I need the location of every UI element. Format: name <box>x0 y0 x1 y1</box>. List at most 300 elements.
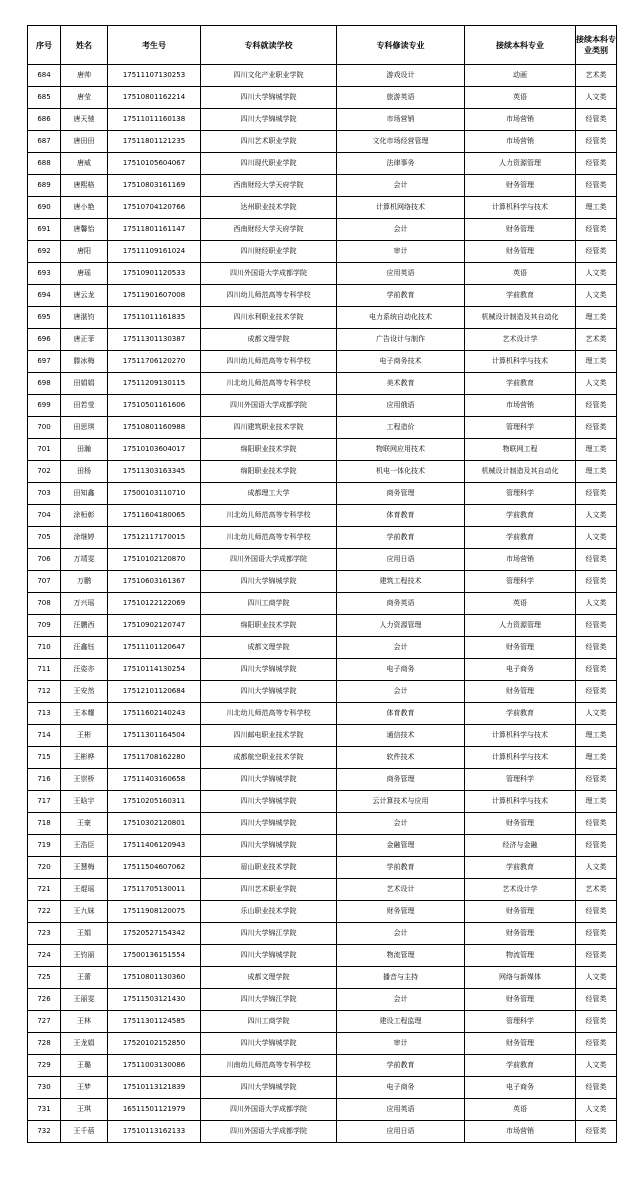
cell-undergrad-major: 人力资源管理 <box>465 153 576 175</box>
table-row <box>28 351 617 373</box>
cell-name: 滕冰梅 <box>61 351 108 373</box>
cell-college: 四川大学锦城学院 <box>201 791 337 813</box>
cell-college-major: 电力系统自动化技术 <box>337 307 465 329</box>
cell-major-category: 经管类 <box>576 615 617 637</box>
cell-college-major: 物流管理 <box>337 945 465 967</box>
cell-index: 700 <box>28 417 61 439</box>
cell-college: 眉山职业技术学院 <box>201 857 337 879</box>
cell-name: 王本耀 <box>61 703 108 725</box>
cell-college: 四川大学锦城学院 <box>201 813 337 835</box>
table-row <box>28 1011 617 1033</box>
table-row <box>28 549 617 571</box>
cell-name: 王林 <box>61 1011 108 1033</box>
cell-name: 王崇桥 <box>61 769 108 791</box>
cell-name: 万靖雯 <box>61 549 108 571</box>
table-row <box>28 571 617 593</box>
cell-major-category: 艺术类 <box>576 879 617 901</box>
cell-exam-number: 17510113121839 <box>108 1077 201 1099</box>
table-row <box>28 593 617 615</box>
cell-undergrad-major: 物流管理 <box>465 945 576 967</box>
cell-exam-number: 17512117170015 <box>108 527 201 549</box>
cell-name: 唐莹 <box>61 87 108 109</box>
cell-index: 709 <box>28 615 61 637</box>
cell-name: 王晗宇 <box>61 791 108 813</box>
cell-name: 唐云龙 <box>61 285 108 307</box>
cell-name: 王娟 <box>61 923 108 945</box>
cell-index: 696 <box>28 329 61 351</box>
cell-college: 四川大学锦城学院 <box>201 571 337 593</box>
cell-major-category: 经管类 <box>576 571 617 593</box>
cell-major-category: 经管类 <box>576 989 617 1011</box>
cell-major-category: 经管类 <box>576 835 617 857</box>
cell-college: 四川外国语大学成都学院 <box>201 263 337 285</box>
table-row <box>28 1077 617 1099</box>
cell-exam-number: 17520527154342 <box>108 923 201 945</box>
cell-college-major: 会计 <box>337 989 465 1011</box>
cell-name: 田若莹 <box>61 395 108 417</box>
cell-major-category: 经管类 <box>576 1011 617 1033</box>
cell-college-major: 会计 <box>337 637 465 659</box>
cell-college-major: 市场营销 <box>337 109 465 131</box>
cell-name: 汪鹏西 <box>61 615 108 637</box>
cell-college-major: 文化市场经营管理 <box>337 131 465 153</box>
cell-major-category: 理工类 <box>576 747 617 769</box>
cell-college-major: 计算机网络技术 <box>337 197 465 219</box>
cell-exam-number: 17512101120684 <box>108 681 201 703</box>
cell-undergrad-major: 管理科学 <box>465 769 576 791</box>
cell-college: 四川大学锦城学院 <box>201 769 337 791</box>
cell-undergrad-major: 管理科学 <box>465 1011 576 1033</box>
cell-index: 702 <box>28 461 61 483</box>
cell-undergrad-major: 学前教育 <box>465 373 576 395</box>
table-row <box>28 769 617 791</box>
cell-exam-number: 17511908120075 <box>108 901 201 923</box>
cell-exam-number: 17510114130254 <box>108 659 201 681</box>
cell-undergrad-major: 计算机科学与技术 <box>465 197 576 219</box>
cell-undergrad-major: 财务管理 <box>465 901 576 923</box>
cell-name: 王璐 <box>61 1055 108 1077</box>
cell-college-major: 学前教育 <box>337 857 465 879</box>
cell-college-major: 会计 <box>337 219 465 241</box>
cell-index: 715 <box>28 747 61 769</box>
table-row <box>28 1099 617 1121</box>
cell-name: 唐湛钧 <box>61 307 108 329</box>
cell-college-major: 艺术设计 <box>337 879 465 901</box>
cell-college-major: 商务管理 <box>337 769 465 791</box>
cell-college: 成都文理学院 <box>201 967 337 989</box>
cell-college: 四川外国语大学成都学院 <box>201 1121 337 1143</box>
cell-undergrad-major: 电子商务 <box>465 1077 576 1099</box>
table-row <box>28 131 617 153</box>
cell-college-major: 学前教育 <box>337 527 465 549</box>
cell-major-category: 人文类 <box>576 285 617 307</box>
cell-major-category: 理工类 <box>576 725 617 747</box>
table-row <box>28 945 617 967</box>
cell-index: 714 <box>28 725 61 747</box>
cell-index: 710 <box>28 637 61 659</box>
table-row <box>28 1033 617 1055</box>
cell-college-major: 机电一体化技术 <box>337 461 465 483</box>
cell-exam-number: 17511303163345 <box>108 461 201 483</box>
cell-college-major: 会计 <box>337 923 465 945</box>
cell-exam-number: 17511301130387 <box>108 329 201 351</box>
cell-college-major: 会计 <box>337 175 465 197</box>
cell-undergrad-major: 经济与金融 <box>465 835 576 857</box>
cell-exam-number: 17511011160138 <box>108 109 201 131</box>
cell-name: 王安然 <box>61 681 108 703</box>
cell-college-major: 播音与主持 <box>337 967 465 989</box>
cell-major-category: 艺术类 <box>576 329 617 351</box>
cell-college-major: 学前教育 <box>337 285 465 307</box>
cell-exam-number: 17511708162280 <box>108 747 201 769</box>
cell-index: 687 <box>28 131 61 153</box>
cell-index: 727 <box>28 1011 61 1033</box>
cell-exam-number: 17511602140243 <box>108 703 201 725</box>
cell-index: 689 <box>28 175 61 197</box>
cell-index: 705 <box>28 527 61 549</box>
cell-undergrad-major: 艺术设计学 <box>465 329 576 351</box>
cell-index: 711 <box>28 659 61 681</box>
cell-index: 724 <box>28 945 61 967</box>
table-row <box>28 395 617 417</box>
cell-college-major: 云计算技术与应用 <box>337 791 465 813</box>
cell-name: 王梦 <box>61 1077 108 1099</box>
table-row <box>28 813 617 835</box>
cell-major-category: 人文类 <box>576 593 617 615</box>
cell-college-major: 软件技术 <box>337 747 465 769</box>
cell-college: 四川艺术职业学院 <box>201 131 337 153</box>
cell-major-category: 经管类 <box>576 549 617 571</box>
table-row <box>28 857 617 879</box>
cell-index: 695 <box>28 307 61 329</box>
table-row <box>28 197 617 219</box>
cell-index: 692 <box>28 241 61 263</box>
table-row <box>28 637 617 659</box>
cell-major-category: 经管类 <box>576 681 617 703</box>
cell-index: 698 <box>28 373 61 395</box>
cell-name: 唐威 <box>61 153 108 175</box>
cell-college: 绵阳职业技术学院 <box>201 439 337 461</box>
cell-exam-number: 17500136151554 <box>108 945 201 967</box>
cell-major-category: 经管类 <box>576 901 617 923</box>
table-row <box>28 65 617 87</box>
cell-index: 712 <box>28 681 61 703</box>
cell-index: 721 <box>28 879 61 901</box>
cell-name: 唐馨怡 <box>61 219 108 241</box>
cell-name: 王彬桦 <box>61 747 108 769</box>
cell-undergrad-major: 财务管理 <box>465 175 576 197</box>
cell-index: 688 <box>28 153 61 175</box>
cell-college-major: 建设工程监理 <box>337 1011 465 1033</box>
cell-name: 唐田田 <box>61 131 108 153</box>
cell-college: 四川幼儿师范高等专科学校 <box>201 285 337 307</box>
table-row <box>28 725 617 747</box>
cell-college-major: 财务管理 <box>337 901 465 923</box>
cell-major-category: 经管类 <box>576 153 617 175</box>
cell-undergrad-major: 市场营销 <box>465 395 576 417</box>
cell-exam-number: 17511503121430 <box>108 989 201 1011</box>
table-row <box>28 373 617 395</box>
table-row <box>28 879 617 901</box>
cell-exam-number: 17510902120747 <box>108 615 201 637</box>
table-row <box>28 835 617 857</box>
cell-undergrad-major: 学前教育 <box>465 285 576 307</box>
cell-exam-number: 17510901120533 <box>108 263 201 285</box>
cell-college: 四川大学锦城学院 <box>201 87 337 109</box>
cell-college: 四川大学锦江学院 <box>201 923 337 945</box>
cell-index: 701 <box>28 439 61 461</box>
cell-college: 四川建筑职业技术学院 <box>201 417 337 439</box>
cell-exam-number: 17510704120766 <box>108 197 201 219</box>
cell-major-category: 经管类 <box>576 131 617 153</box>
cell-major-category: 经管类 <box>576 945 617 967</box>
cell-name: 唐正菲 <box>61 329 108 351</box>
cell-undergrad-major: 学前教育 <box>465 857 576 879</box>
cell-index: 703 <box>28 483 61 505</box>
cell-exam-number: 17511003130086 <box>108 1055 201 1077</box>
cell-undergrad-major: 物联网工程 <box>465 439 576 461</box>
cell-exam-number: 17511403160658 <box>108 769 201 791</box>
table-row <box>28 219 617 241</box>
cell-exam-number: 17511101120647 <box>108 637 201 659</box>
cell-major-category: 人文类 <box>576 87 617 109</box>
cell-college: 四川大学锦城学院 <box>201 109 337 131</box>
cell-major-category: 经管类 <box>576 395 617 417</box>
cell-index: 728 <box>28 1033 61 1055</box>
cell-index: 708 <box>28 593 61 615</box>
cell-major-category: 人文类 <box>576 857 617 879</box>
cell-major-category: 经管类 <box>576 1077 617 1099</box>
table-row <box>28 87 617 109</box>
table-row <box>28 989 617 1011</box>
cell-undergrad-major: 财务管理 <box>465 637 576 659</box>
cell-undergrad-major: 机械设计制造及其自动化 <box>465 307 576 329</box>
cell-undergrad-major: 机械设计制造及其自动化 <box>465 461 576 483</box>
table-row <box>28 329 617 351</box>
cell-college-major: 工程造价 <box>337 417 465 439</box>
cell-college: 西南财经大学天府学院 <box>201 219 337 241</box>
cell-college: 四川现代职业学院 <box>201 153 337 175</box>
cell-name: 王琪 <box>61 1099 108 1121</box>
cell-college: 成都文理学院 <box>201 637 337 659</box>
cell-college-major: 应用日语 <box>337 549 465 571</box>
cell-major-category: 人文类 <box>576 1099 617 1121</box>
table-row <box>28 109 617 131</box>
header-college-major: 专科修读专业 <box>337 26 465 65</box>
cell-major-category: 经管类 <box>576 417 617 439</box>
table-row <box>28 703 617 725</box>
cell-college-major: 商务管理 <box>337 483 465 505</box>
cell-name: 王九妹 <box>61 901 108 923</box>
table-row <box>28 901 617 923</box>
cell-exam-number: 17510205160311 <box>108 791 201 813</box>
cell-college-major: 通信技术 <box>337 725 465 747</box>
cell-major-category: 经管类 <box>576 637 617 659</box>
cell-name: 王钧丽 <box>61 945 108 967</box>
cell-exam-number: 17511109161024 <box>108 241 201 263</box>
cell-name: 王彬 <box>61 725 108 747</box>
cell-exam-number: 17510603161367 <box>108 571 201 593</box>
cell-name: 王焜瑶 <box>61 879 108 901</box>
cell-college: 达州职业技术学院 <box>201 197 337 219</box>
cell-index: 718 <box>28 813 61 835</box>
cell-name: 田思琪 <box>61 417 108 439</box>
cell-name: 涂继婷 <box>61 527 108 549</box>
cell-index: 720 <box>28 857 61 879</box>
cell-index: 726 <box>28 989 61 1011</box>
cell-index: 685 <box>28 87 61 109</box>
cell-college: 四川艺术职业学院 <box>201 879 337 901</box>
cell-exam-number: 17511107130253 <box>108 65 201 87</box>
cell-index: 694 <box>28 285 61 307</box>
cell-name: 王豪 <box>61 813 108 835</box>
cell-exam-number: 17511801161147 <box>108 219 201 241</box>
cell-index: 686 <box>28 109 61 131</box>
table-row <box>28 241 617 263</box>
table-row <box>28 175 617 197</box>
cell-college: 川南幼儿师范高等专科学校 <box>201 1055 337 1077</box>
cell-undergrad-major: 计算机科学与技术 <box>465 725 576 747</box>
cell-name: 田知鑫 <box>61 483 108 505</box>
cell-college-major: 应用英语 <box>337 263 465 285</box>
cell-major-category: 经管类 <box>576 813 617 835</box>
cell-major-category: 人文类 <box>576 967 617 989</box>
cell-index: 729 <box>28 1055 61 1077</box>
cell-undergrad-major: 管理科学 <box>465 571 576 593</box>
cell-name: 万鹏 <box>61 571 108 593</box>
cell-name: 王丽雯 <box>61 989 108 1011</box>
cell-undergrad-major: 市场营销 <box>465 549 576 571</box>
cell-major-category: 人文类 <box>576 373 617 395</box>
cell-major-category: 理工类 <box>576 351 617 373</box>
cell-college-major: 电子商务 <box>337 1077 465 1099</box>
table-row <box>28 307 617 329</box>
cell-major-category: 理工类 <box>576 461 617 483</box>
cell-college: 西南财经大学天府学院 <box>201 175 337 197</box>
cell-undergrad-major: 英语 <box>465 263 576 285</box>
cell-index: 691 <box>28 219 61 241</box>
cell-name: 汪姿亦 <box>61 659 108 681</box>
table-row <box>28 1055 617 1077</box>
cell-index: 732 <box>28 1121 61 1143</box>
table-row <box>28 417 617 439</box>
cell-major-category: 经管类 <box>576 1121 617 1143</box>
cell-name: 唐熙格 <box>61 175 108 197</box>
cell-college: 绵阳职业技术学院 <box>201 615 337 637</box>
table-row <box>28 153 617 175</box>
cell-exam-number: 17510102120870 <box>108 549 201 571</box>
cell-undergrad-major: 计算机科学与技术 <box>465 747 576 769</box>
cell-college-major: 会计 <box>337 813 465 835</box>
table-row <box>28 923 617 945</box>
cell-undergrad-major: 学前教育 <box>465 703 576 725</box>
cell-college-major: 商务英语 <box>337 593 465 615</box>
cell-college-major: 应用日语 <box>337 1121 465 1143</box>
cell-undergrad-major: 计算机科学与技术 <box>465 351 576 373</box>
cell-college-major: 会计 <box>337 681 465 703</box>
cell-index: 730 <box>28 1077 61 1099</box>
cell-college: 四川外国语大学成都学院 <box>201 395 337 417</box>
header-major-category: 接续本科专业类别 <box>576 26 617 65</box>
cell-undergrad-major: 电子商务 <box>465 659 576 681</box>
cell-index: 697 <box>28 351 61 373</box>
cell-college-major: 广告设计与制作 <box>337 329 465 351</box>
cell-undergrad-major: 财务管理 <box>465 813 576 835</box>
table-row <box>28 615 617 637</box>
cell-major-category: 理工类 <box>576 307 617 329</box>
table-row <box>28 681 617 703</box>
cell-undergrad-major: 财务管理 <box>465 989 576 1011</box>
cell-exam-number: 17510302120801 <box>108 813 201 835</box>
cell-exam-number: 17511901607008 <box>108 285 201 307</box>
cell-major-category: 理工类 <box>576 439 617 461</box>
cell-undergrad-major: 网络与新媒体 <box>465 967 576 989</box>
table-row <box>28 791 617 813</box>
cell-major-category: 经管类 <box>576 659 617 681</box>
cell-exam-number: 17511604180065 <box>108 505 201 527</box>
cell-exam-number: 17510803161169 <box>108 175 201 197</box>
cell-index: 707 <box>28 571 61 593</box>
cell-exam-number: 17510501161606 <box>108 395 201 417</box>
cell-name: 唐瑶 <box>61 263 108 285</box>
cell-name: 王蕾 <box>61 967 108 989</box>
table-row <box>28 483 617 505</box>
cell-undergrad-major: 人力资源管理 <box>465 615 576 637</box>
cell-college: 川北幼儿师范高等专科学校 <box>201 703 337 725</box>
cell-college: 四川财经职业学院 <box>201 241 337 263</box>
cell-undergrad-major: 市场营销 <box>465 131 576 153</box>
cell-major-category: 经管类 <box>576 241 617 263</box>
cell-undergrad-major: 财务管理 <box>465 681 576 703</box>
cell-college-major: 建筑工程技术 <box>337 571 465 593</box>
cell-exam-number: 17510105604067 <box>108 153 201 175</box>
header-exam-number: 考生号 <box>108 26 201 65</box>
cell-name: 万兴瑶 <box>61 593 108 615</box>
cell-undergrad-major: 英语 <box>465 1099 576 1121</box>
cell-exam-number: 17511706120270 <box>108 351 201 373</box>
cell-major-category: 人文类 <box>576 527 617 549</box>
cell-name: 唐小艳 <box>61 197 108 219</box>
cell-college: 四川邮电职业技术学院 <box>201 725 337 747</box>
cell-name: 田瀚 <box>61 439 108 461</box>
cell-index: 722 <box>28 901 61 923</box>
table-row <box>28 747 617 769</box>
cell-index: 717 <box>28 791 61 813</box>
cell-college: 四川外国语大学成都学院 <box>201 549 337 571</box>
cell-college: 四川文化产业职业学院 <box>201 65 337 87</box>
cell-undergrad-major: 学前教育 <box>465 527 576 549</box>
cell-college: 川北幼儿师范高等专科学校 <box>201 373 337 395</box>
cell-index: 716 <box>28 769 61 791</box>
cell-college: 四川水利职业技术学院 <box>201 307 337 329</box>
cell-undergrad-major: 市场营销 <box>465 1121 576 1143</box>
cell-index: 704 <box>28 505 61 527</box>
cell-major-category: 经管类 <box>576 219 617 241</box>
cell-college: 四川大学锦城学院 <box>201 681 337 703</box>
cell-exam-number: 17511209130115 <box>108 373 201 395</box>
cell-college-major: 体育教育 <box>337 505 465 527</box>
table-body <box>28 65 617 1143</box>
cell-exam-number: 17510113162133 <box>108 1121 201 1143</box>
cell-major-category: 经管类 <box>576 1033 617 1055</box>
cell-college-major: 人力资源管理 <box>337 615 465 637</box>
header-undergrad-major: 接续本科专业 <box>465 26 576 65</box>
cell-major-category: 人文类 <box>576 1055 617 1077</box>
admission-table <box>27 25 617 1143</box>
cell-undergrad-major: 财务管理 <box>465 219 576 241</box>
cell-exam-number: 17511504607062 <box>108 857 201 879</box>
cell-major-category: 艺术类 <box>576 65 617 87</box>
